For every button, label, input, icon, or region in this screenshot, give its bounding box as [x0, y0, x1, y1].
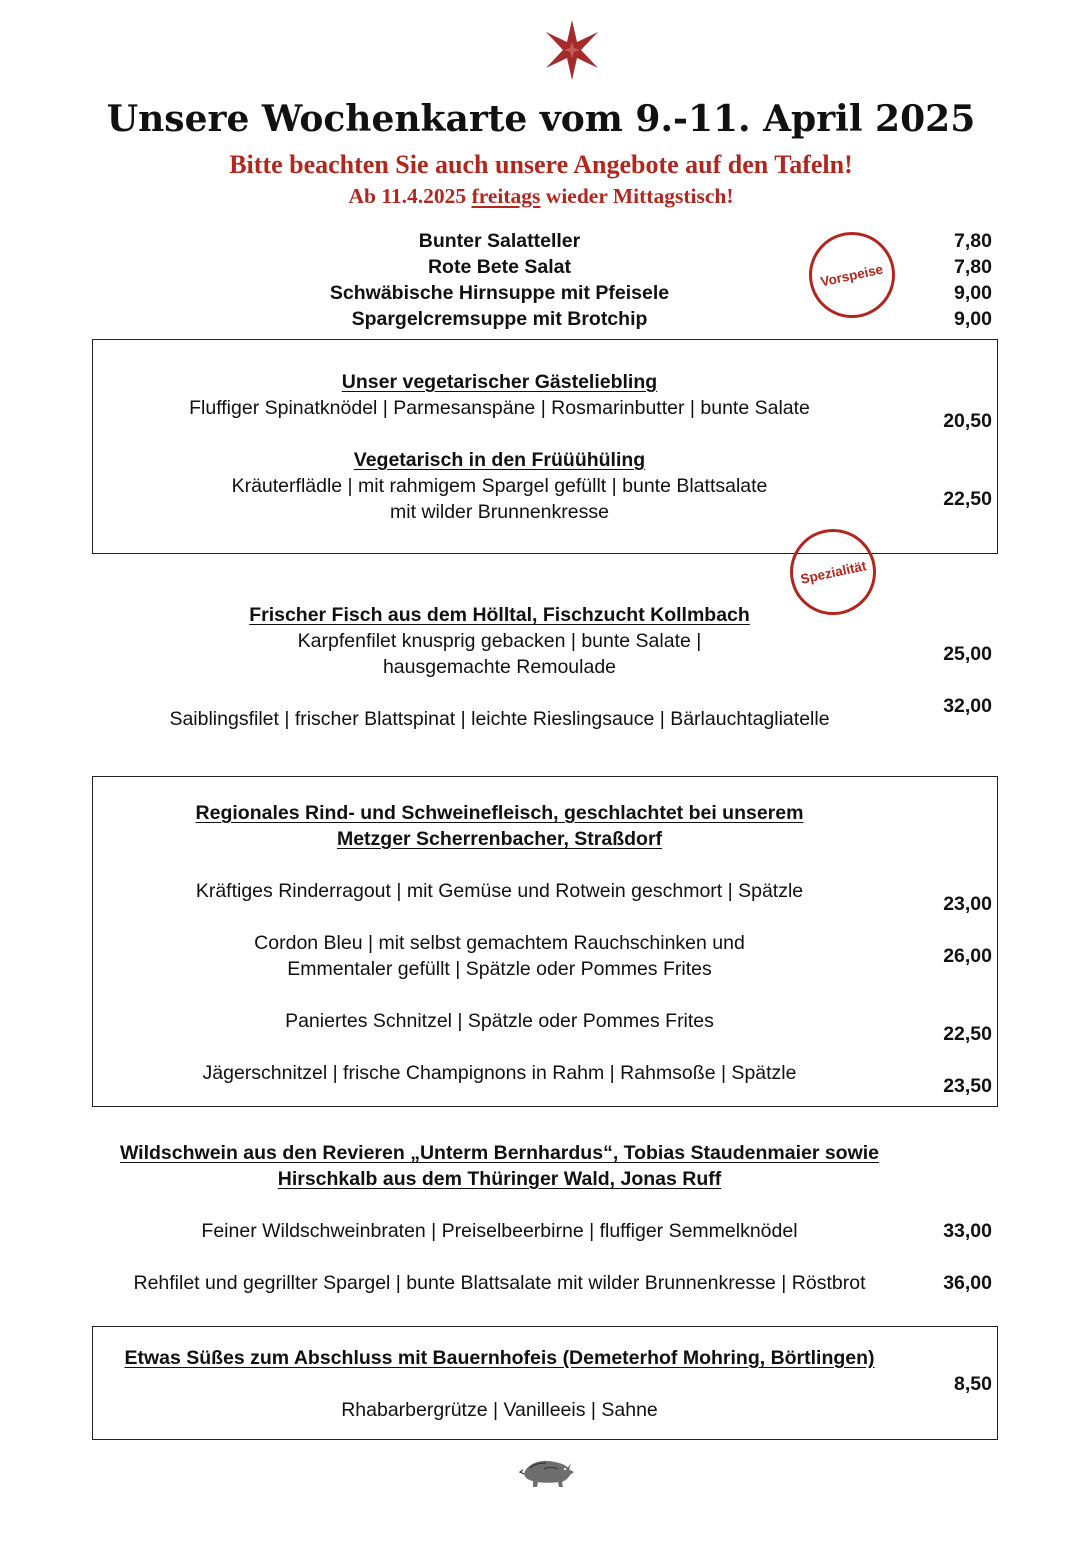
starter-item: Rote Bete Salat [427, 256, 572, 278]
vegetarian-dish-2-line-2: mit wilder Brunnenkresse [390, 501, 609, 523]
meat-dish-1: Kräftiges Rinderragout | mit Gemüse und Rotwein geschmort | Spätzle [195, 880, 804, 902]
meat-heading-line-2: Metzger Scherrenbacher, Straßdorf [336, 828, 663, 850]
starter-item: Spargelcremsuppe mit Brotchip [351, 308, 648, 330]
game-heading-line-1: Wildschwein aus den Revieren „Unterm Bernhardus“, Tobias Staudenmaier sowie [119, 1142, 880, 1164]
special-stamp-label: Spezialität [798, 557, 868, 587]
notice-suffix: wieder Mittagstisch! [540, 184, 734, 208]
meat-price-1: 23,00 [943, 893, 992, 915]
dessert-price: 8,50 [954, 1373, 992, 1395]
meat-price-2: 26,00 [943, 945, 992, 967]
starter-price: 7,80 [954, 230, 992, 252]
meat-price-4: 23,50 [943, 1075, 992, 1097]
vegetarian-heading-2: Vegetarisch in den Früüühüling [353, 449, 646, 471]
subtitle: Bitte beachten Sie auch unsere Angebote auf den Tafeln! [229, 150, 853, 179]
dessert-heading: Etwas Süßes zum Abschluss mit Bauernhofeis (Demeterhof Mohring, Börtlingen) [124, 1347, 875, 1369]
starter-item: Schwäbische Hirnsuppe mit Pfeisele [329, 282, 670, 304]
starter-price: 9,00 [954, 308, 992, 330]
meat-dish-2-line-2: Emmentaler gefüllt | Spätzle oder Pommes Frites [287, 958, 712, 980]
fish-price-2: 32,00 [943, 695, 992, 717]
boar-logo-icon [518, 1454, 576, 1490]
notice-prefix: Ab 11.4.2025 [348, 184, 472, 208]
fish-dish-1-line-2: hausgemachte Remoulade [382, 656, 617, 678]
meat-heading-line-1: Regionales Rind- und Schweinefleisch, geschlachtet bei unserem [195, 802, 804, 824]
fish-dish-2: Saiblingsfilet | frischer Blattspinat | leichte Rieslingsauce | Bärlauchtagliatelle [169, 708, 830, 730]
vegetarian-dish-1: Fluffiger Spinatknödel | Parmesanspäne | Rosmarinbutter | bunte Salate [189, 397, 810, 419]
star-logo-icon [544, 20, 600, 80]
page-title: Unsere Wochenkarte vom 9.-11. April 2025 [106, 98, 976, 140]
starter-stamp [809, 232, 895, 318]
starter-price: 9,00 [954, 282, 992, 304]
meat-dish-3: Paniertes Schnitzel | Spätzle oder Pommes Frites [285, 1010, 714, 1032]
game-price-1: 33,00 [943, 1220, 992, 1242]
vegetarian-price-1: 20,50 [943, 410, 992, 432]
notice-link: freitags [471, 184, 541, 208]
starter-stamp-label: Vorspeise [819, 261, 885, 289]
vegetarian-heading-1: Unser vegetarischer Gästeliebling [341, 371, 658, 393]
game-dish-1: Feiner Wildschweinbraten | Preiselbeerbirne | fluffiger Semmelknödel [201, 1220, 798, 1242]
notice [0, 184, 1082, 209]
game-price-2: 36,00 [943, 1272, 992, 1294]
fish-dish-1-line-1: Karpfenfilet knusprig gebacken | bunte Salate | [297, 630, 702, 652]
vegetarian-dish-2-line-1: Kräuterflädle | mit rahmigem Spargel gefüllt | bunte Blattsalate [231, 475, 768, 497]
starter-item: Bunter Salatteller [418, 230, 581, 252]
starter-price: 7,80 [954, 256, 992, 278]
game-dish-2: Rehfilet und gegrillter Spargel | bunte Blattsalate mit wilder Brunnenkresse | Röstbrot [133, 1272, 866, 1294]
fish-heading: Frischer Fisch aus dem Hölltal, Fischzucht Kollmbach [249, 604, 750, 626]
dessert-dish: Rhabarbergrütze | Vanilleeis | Sahne [341, 1399, 658, 1421]
meat-dish-2-line-1: Cordon Bleu | mit selbst gemachtem Rauchschinken und [254, 932, 745, 954]
vegetarian-price-2: 22,50 [943, 488, 992, 510]
game-heading-line-2: Hirschkalb aus dem Thüringer Wald, Jonas Ruff [277, 1168, 722, 1190]
meat-price-3: 22,50 [943, 1023, 992, 1045]
fish-price-1: 25,00 [943, 643, 992, 665]
meat-dish-4: Jägerschnitzel | frische Champignons in Rahm | Rahmsoße | Spätzle [202, 1062, 797, 1084]
